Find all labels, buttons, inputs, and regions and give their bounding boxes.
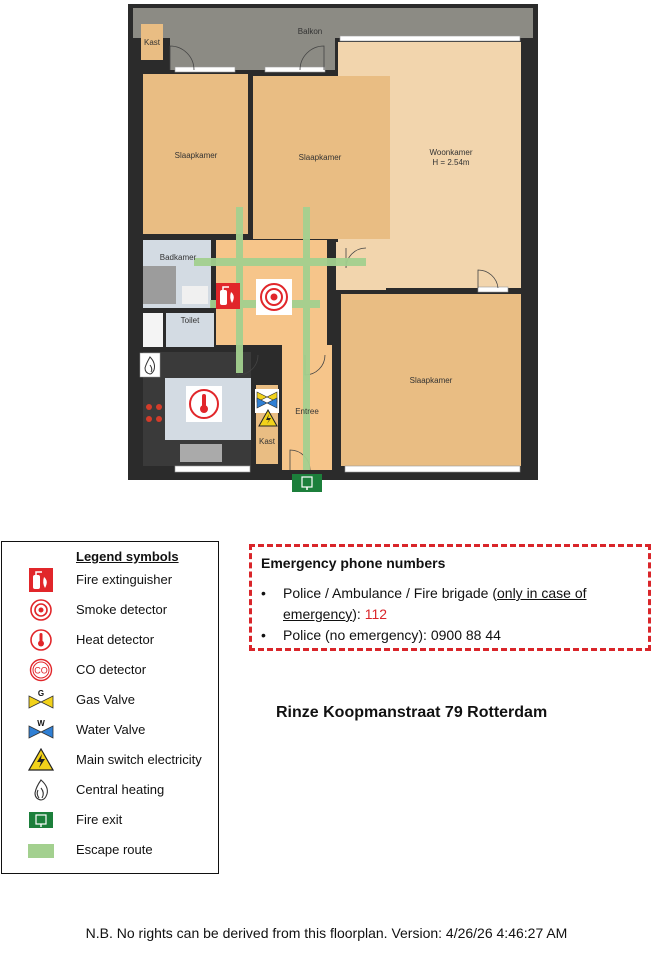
central-heating-icon bbox=[140, 353, 160, 377]
room-label-woonkamer: Woonkamer bbox=[429, 148, 473, 157]
main-switch-electricity-icon bbox=[28, 748, 54, 772]
central-heating-icon bbox=[28, 778, 54, 802]
toilet-storage bbox=[143, 313, 163, 347]
legend-label: CO detector bbox=[76, 662, 147, 677]
legend-item-gas-valve bbox=[2, 688, 218, 712]
balcony-floor bbox=[170, 38, 335, 70]
svg-text:W: W bbox=[37, 719, 45, 728]
room-label-balkon: Balkon bbox=[297, 27, 323, 36]
legend-title: Legend symbols bbox=[76, 549, 179, 564]
co-detector-icon bbox=[28, 658, 54, 682]
fire-exit-icon bbox=[292, 474, 322, 492]
room-label-entree: Entree bbox=[295, 407, 319, 416]
smoke-detector-icon bbox=[28, 598, 54, 622]
escape-route-icon bbox=[28, 838, 54, 862]
legend-label: Central heating bbox=[76, 782, 165, 797]
room-label-badkamer: Badkamer bbox=[159, 253, 197, 262]
legend-label: Water Valve bbox=[76, 722, 146, 737]
emergency-number-112: 112 bbox=[364, 606, 388, 622]
legend-item-central-heating bbox=[2, 778, 218, 802]
legend-item-smoke-detector bbox=[2, 598, 218, 622]
legend-item-fire-exit bbox=[2, 808, 218, 832]
fire-extinguisher-icon bbox=[28, 568, 54, 592]
heat-detector-icon bbox=[186, 386, 222, 422]
room-label-slaapkamer-3: Slaapkamer bbox=[409, 376, 453, 385]
legend-label: Fire exit bbox=[76, 812, 123, 827]
address: Rinze Koopmanstraat 79 Rotterdam bbox=[276, 704, 548, 721]
legend-label: Main switch electricity bbox=[76, 752, 202, 767]
legend-label: Escape route bbox=[76, 842, 153, 857]
room-label-slaapkamer-1: Slaapkamer bbox=[174, 151, 218, 160]
footer-disclaimer: N.B. No rights can be derived from this floorplan. Version: 4/26/26 4:46:27 AM bbox=[85, 925, 568, 941]
legend-label: Heat detector bbox=[76, 632, 155, 647]
room-label-slaapkamer-2: Slaapkamer bbox=[298, 153, 342, 162]
shower-tray bbox=[182, 286, 208, 304]
legend-item-main-switch-electricity bbox=[2, 748, 218, 772]
gas-valve-icon bbox=[28, 688, 54, 712]
svg-text:G: G bbox=[37, 689, 45, 698]
emergency-title: Emergency phone numbers bbox=[261, 555, 446, 571]
legend-item-water-valve bbox=[2, 718, 218, 742]
legend-label: Smoke detector bbox=[76, 602, 168, 617]
emergency-numbers-box: Emergency phone numbers • Police / Ambulance / Fire brigade (only in case of emergency): 112 • Police (no emergency): 0900 88 44 bbox=[249, 544, 651, 651]
fire-exit-icon bbox=[28, 808, 54, 832]
kitchen-sink bbox=[180, 444, 222, 462]
legend-box bbox=[1, 541, 219, 874]
sink-badkamer bbox=[143, 266, 176, 304]
room-label-kast-top: Kast bbox=[143, 38, 161, 47]
heat-detector-icon bbox=[28, 628, 54, 652]
balcony-area bbox=[133, 8, 533, 38]
fire-extinguisher-icon bbox=[216, 283, 240, 309]
legend-label: Gas Valve bbox=[76, 692, 136, 707]
legend-item-fire-extinguisher bbox=[2, 568, 218, 592]
legend-item-escape-route bbox=[2, 838, 218, 862]
room-label-woonkamer-height: H = 2.54m bbox=[432, 158, 470, 167]
legend-item-heat-detector bbox=[2, 628, 218, 652]
svg-text:CO: CO bbox=[34, 665, 48, 676]
water-valve-icon bbox=[28, 718, 54, 742]
legend-item-co-detector bbox=[2, 658, 218, 682]
gas-water-valve-icon bbox=[255, 389, 279, 413]
room-label-kast-bottom: Kast bbox=[258, 437, 276, 446]
legend-label: Fire extinguisher bbox=[76, 572, 173, 587]
room-label-toilet: Toilet bbox=[180, 316, 200, 325]
smoke-detector-icon bbox=[256, 279, 292, 315]
